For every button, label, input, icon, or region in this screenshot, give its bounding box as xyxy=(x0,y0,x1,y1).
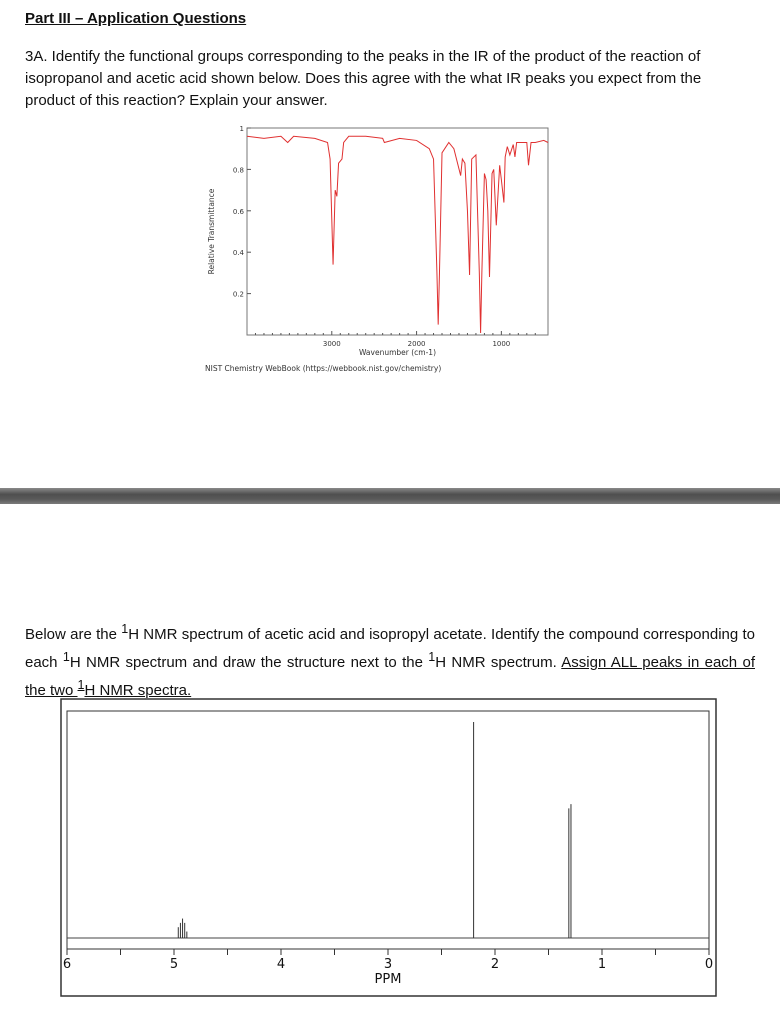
y-tick-label: 1 xyxy=(239,125,244,133)
sup: 1 xyxy=(62,650,70,664)
ir-trace xyxy=(247,136,548,333)
x-tick-label: 2000 xyxy=(407,340,426,348)
text: Below are the xyxy=(25,626,122,643)
text: H NMR spectra. xyxy=(84,682,192,699)
x-tick-label: 3000 xyxy=(322,340,341,348)
y-tick-label: 0.8 xyxy=(232,166,244,175)
x-tick-label: 3 xyxy=(383,957,393,972)
sup: 1 xyxy=(77,678,85,692)
y-tick-label: 0.6 xyxy=(232,207,244,216)
source-caption: NIST Chemistry WebBook (https://webbook.nist.gov/chemistry) xyxy=(205,364,442,373)
x-tick-label: 2 xyxy=(490,957,500,972)
sup: 1 xyxy=(121,622,129,636)
x-tick-label: 4 xyxy=(276,957,286,972)
plot-frame xyxy=(67,711,709,949)
question-3a: 3A. Identify the functional groups corresponding to the peaks in the IR of the product of the reaction of isopropanol and acetic acid shown below. Does this agree with the what IR peaks you expect from the product of this reaction? Explain your answer. xyxy=(25,48,702,109)
text: H NMR spectrum of acetic acid and isopropyl acetate. Identify the compound corresponding to each xyxy=(25,626,755,671)
nmr-spectrum-chart xyxy=(0,690,780,1010)
x-tick-label: 6 xyxy=(62,957,72,972)
x-tick-label: 0 xyxy=(704,957,714,972)
sup: 1 xyxy=(428,650,436,664)
text: H NMR spectrum and draw the structure next to the xyxy=(69,654,429,671)
x-tick-label: 5 xyxy=(169,957,179,972)
section-heading: Part III – Application Questions xyxy=(25,10,247,27)
page-divider-bar xyxy=(0,488,780,504)
ir-spectrum-chart xyxy=(195,115,555,380)
y-tick-label: 0.2 xyxy=(232,290,244,299)
x-tick-label: 1000 xyxy=(492,340,511,348)
x-axis-label: PPM xyxy=(374,972,402,987)
plot-frame xyxy=(247,128,548,335)
x-axis-label: Wavenumber (cm-1) xyxy=(359,348,436,357)
x-tick-label: 1 xyxy=(597,957,607,972)
text: H NMR spectrum. xyxy=(435,654,562,671)
y-axis-label: Relative Transmittance xyxy=(207,188,216,275)
y-tick-label: 0.4 xyxy=(232,249,244,258)
text: Assign ALL peaks in each of the two xyxy=(25,654,755,699)
